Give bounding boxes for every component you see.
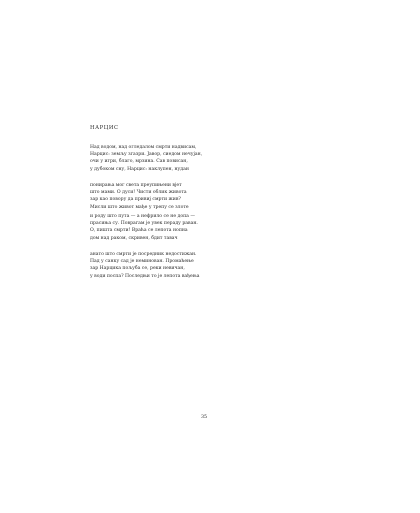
poem-title: НАРЦИС xyxy=(90,125,119,131)
poem-line: што мами. О дуси! Чисти облик живота xyxy=(90,190,187,196)
page-number: 35 xyxy=(201,415,208,420)
poem-line: Над водом, над огледалом смрти надвисам, xyxy=(90,145,197,150)
poem-line: и роду што пута — а нефрило се не допа — xyxy=(90,214,195,219)
poem-line: очи у игри, благо, мрзина. Сав повисан, xyxy=(90,159,188,165)
stanza-4 xyxy=(90,251,290,280)
poem-line: зар као повору да привиј смрти жив? xyxy=(90,197,181,203)
poem-line: у води поспа? Последњи то је лепота вађења xyxy=(90,273,200,279)
poem-line: у дубоком сну, Нарцис: наклупен, нудан xyxy=(90,166,189,172)
poem-line: Мисли што живот мађе у трепу се злоте xyxy=(90,204,189,210)
stanza-3 xyxy=(90,213,290,242)
poem-line: О, пишта смрти! Враћа се лепота нопна xyxy=(90,228,188,234)
poem-line: понирања мог света преупињени вјет xyxy=(90,183,182,188)
stanza-1 xyxy=(90,144,290,173)
poem-line: Пад у санку сад је неминован. Промаћење xyxy=(90,259,194,265)
stanza-2 xyxy=(90,182,290,211)
poem-line: дом над раком, скривен, бдит тавач xyxy=(90,235,178,241)
poem-line: зар Нарцика пољуба се, реки невичан, xyxy=(90,266,185,272)
poem-line: прасиња су. Поврагам је увек пераду раван. xyxy=(90,221,198,227)
poem-line: Нарцис: земљу згазри. Јавор, сиедом нечујан, xyxy=(90,152,203,158)
poem-line: анато што смрти је посредник недостижан. xyxy=(90,252,197,257)
